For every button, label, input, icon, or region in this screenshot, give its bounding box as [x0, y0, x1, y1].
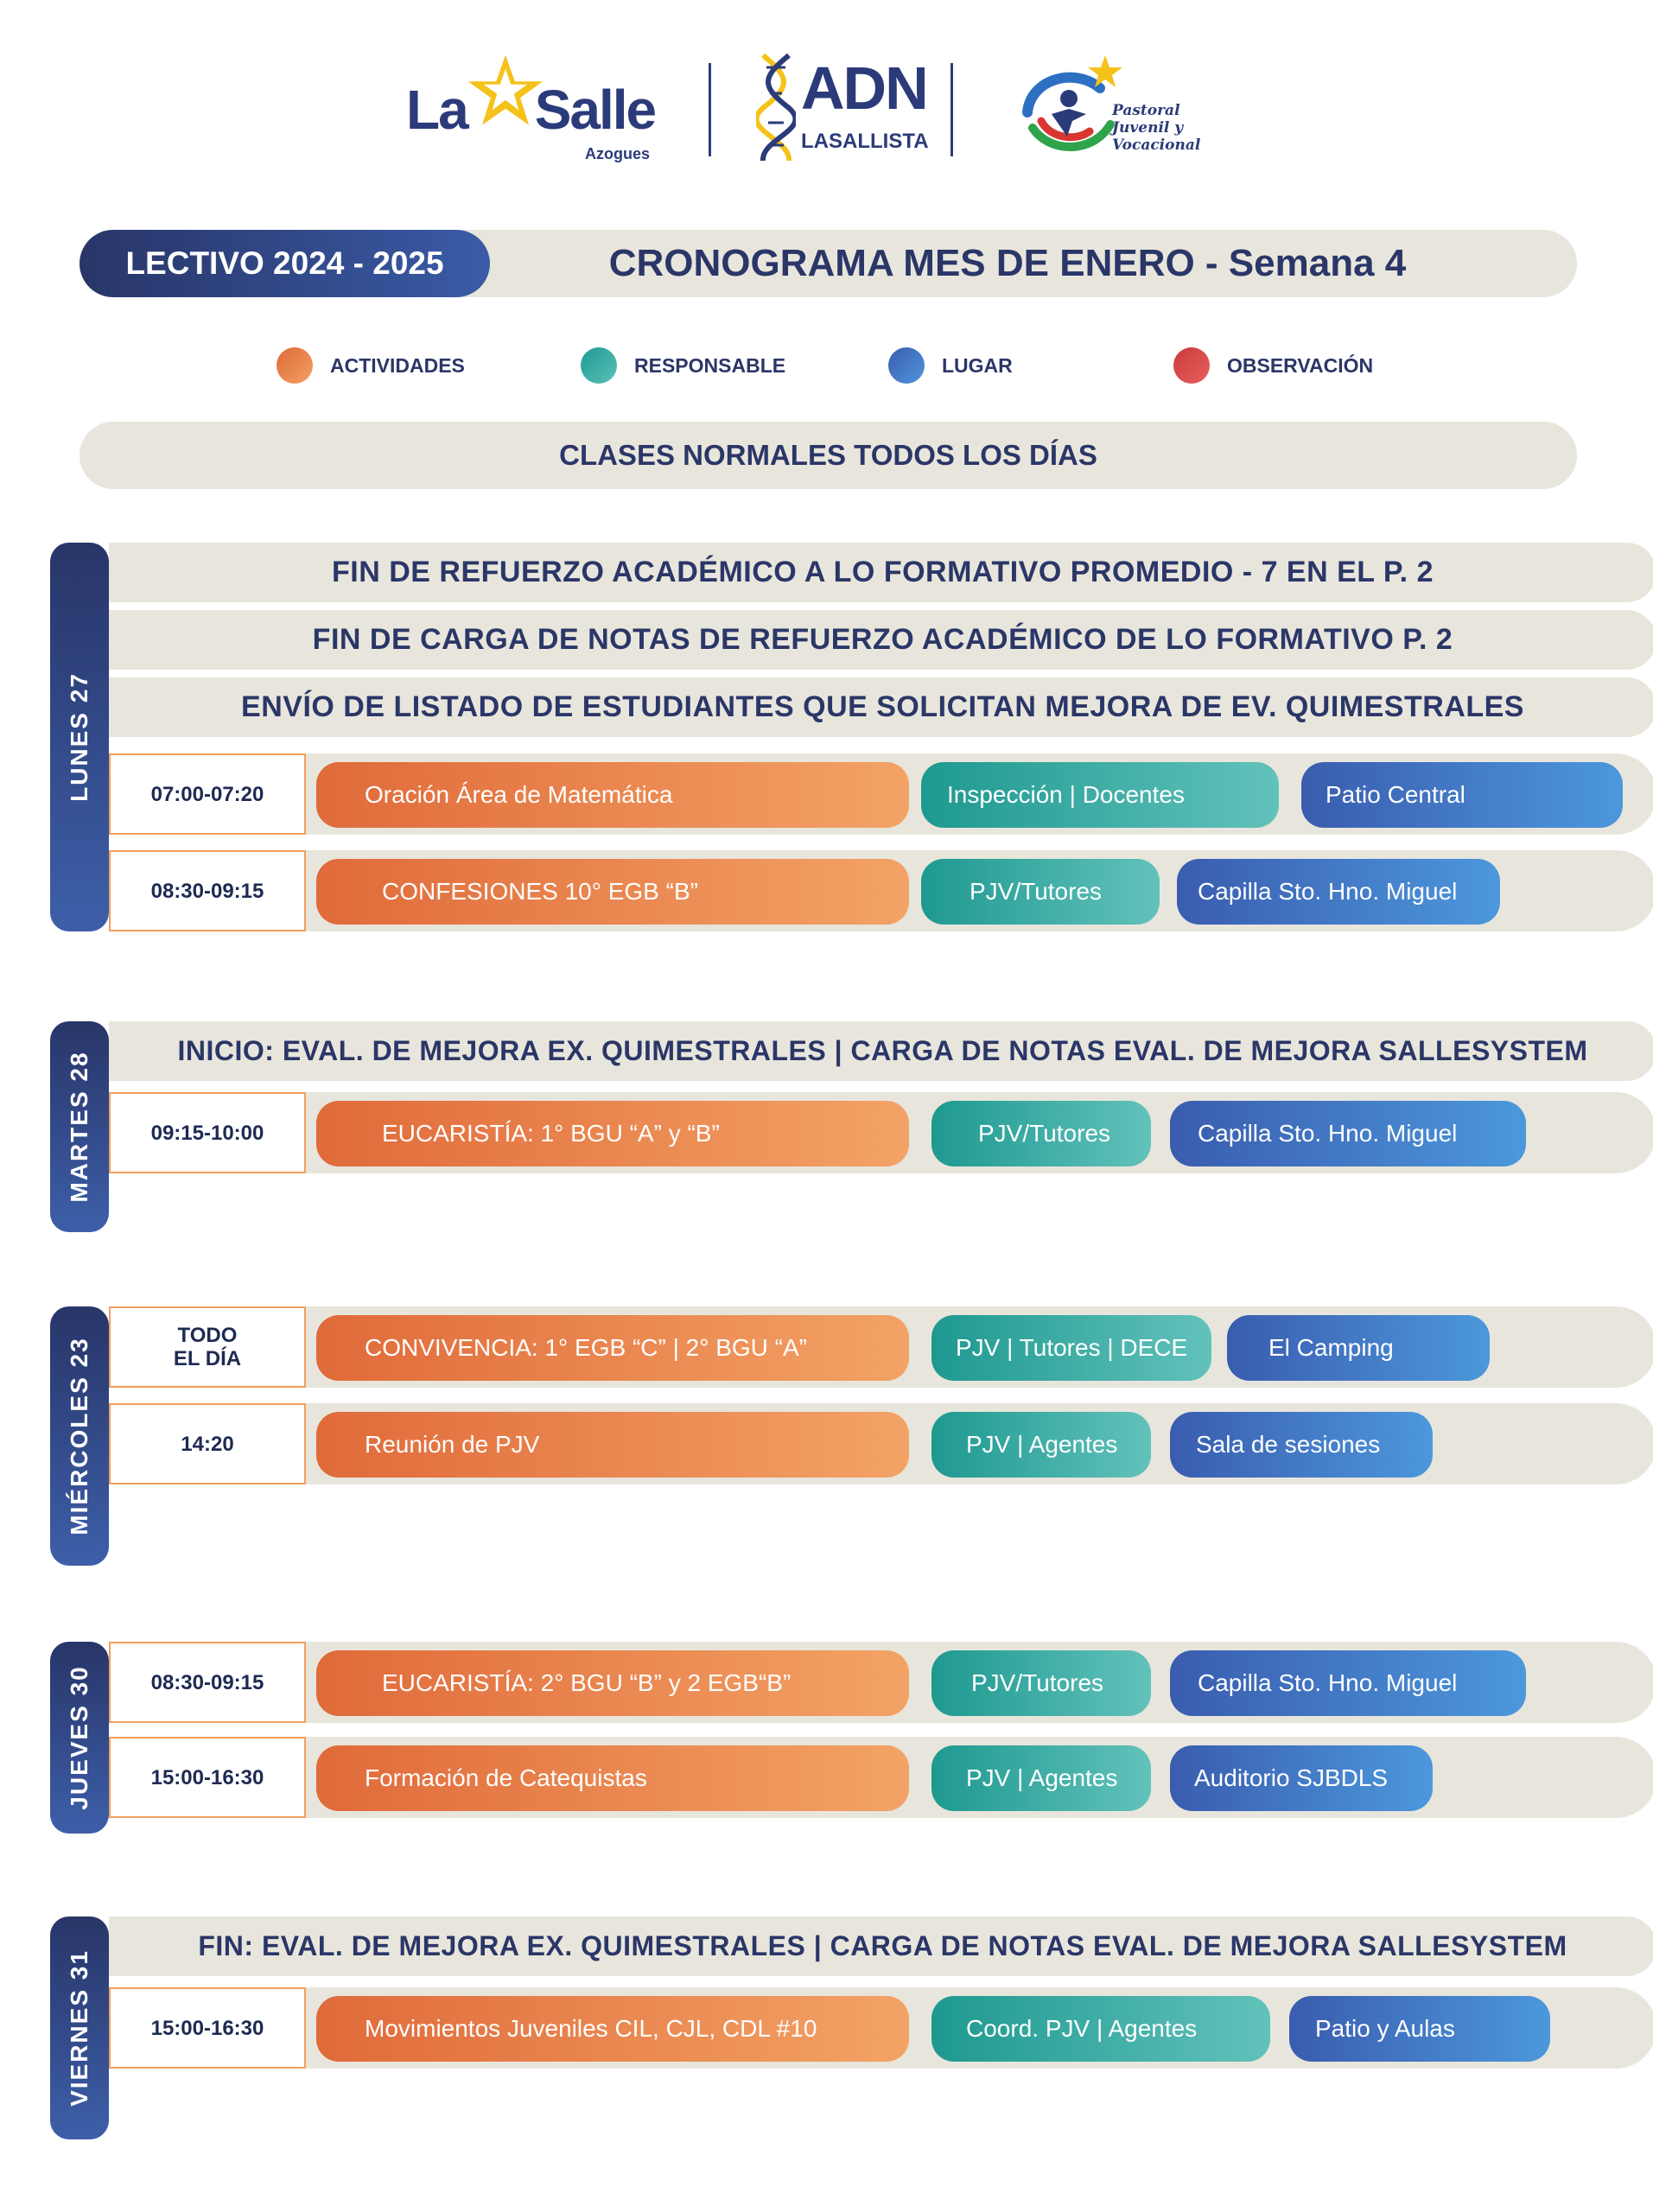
- activity-pill: Oración Área de Matemática: [316, 762, 909, 828]
- pastoral-wordmark: Pastoral Juvenil y Vocacional: [1112, 102, 1201, 154]
- time-cell: 15:00-16:30: [109, 1737, 306, 1818]
- place-pill: Auditorio SJBDLS: [1170, 1745, 1433, 1811]
- time-cell: TODO EL DÍA: [109, 1306, 306, 1388]
- observation-banner: ENVÍO DE LISTADO DE ESTUDIANTES QUE SOLICITAN MEJORA DE EV. QUIMESTRALES: [109, 677, 1653, 737]
- day-label: JUEVES 30: [50, 1642, 109, 1834]
- time-cell: 14:20: [109, 1403, 306, 1484]
- place-pill: Patio y Aulas: [1289, 1996, 1550, 2062]
- activity-pill: Formación de Catequistas: [316, 1745, 909, 1811]
- day-label: MIÉRCOLES 23: [50, 1306, 109, 1566]
- star-icon: [467, 52, 544, 130]
- adn-wordmark: ADN: [801, 54, 927, 122]
- lasalle-logo: [406, 52, 657, 164]
- responsible-pill: PJV/Tutores: [931, 1650, 1151, 1716]
- logo-divider: [709, 63, 711, 156]
- activity-pill: Movimientos Juveniles CIL, CJL, CDL #10: [316, 1996, 909, 2062]
- legend-item-observacion: OBSERVACIÓN: [1173, 347, 1373, 384]
- responsible-pill: PJV | Agentes: [931, 1412, 1151, 1478]
- title-bar: [79, 230, 1577, 297]
- header-logos: [0, 48, 1653, 168]
- blue-dot-icon: [888, 347, 925, 384]
- pastoral-emblem-icon: [1015, 52, 1128, 164]
- schedule-row: [109, 1737, 1653, 1818]
- activity-pill: CONVIVENCIA: 1° EGB “C” | 2° BGU “A”: [316, 1315, 909, 1381]
- schedule-row: [109, 1092, 1653, 1173]
- time-cell: 09:15-10:00: [109, 1092, 306, 1173]
- logo-divider: [950, 63, 953, 156]
- responsible-pill: PJV | Tutores | DECE: [931, 1315, 1211, 1381]
- normal-classes-banner: CLASES NORMALES TODOS LOS DÍAS: [79, 422, 1577, 489]
- responsible-pill: PJV | Agentes: [931, 1745, 1151, 1811]
- lasalle-wordmark: La Salle: [406, 79, 656, 141]
- adn-lasallista-logo: [756, 52, 929, 164]
- observation-banner: INICIO: EVAL. DE MEJORA EX. QUIMESTRALES | CARGA DE NOTAS EVAL. DE MEJORA SALLESYSTEM: [109, 1021, 1653, 1081]
- responsible-pill: Coord. PJV | Agentes: [931, 1996, 1270, 2062]
- legend-item-responsable: RESPONSABLE: [581, 347, 785, 384]
- activity-pill: CONFESIONES 10° EGB “B”: [316, 859, 909, 925]
- responsible-pill: PJV/Tutores: [931, 1101, 1151, 1166]
- schedule-row: [109, 753, 1653, 835]
- place-pill: Patio Central: [1301, 762, 1623, 828]
- legend-item-lugar: LUGAR: [888, 347, 1013, 384]
- activity-pill: EUCARISTÍA: 1° BGU “A” y “B”: [316, 1101, 909, 1166]
- schedule-row: [109, 1306, 1653, 1388]
- observation-banner: FIN DE CARGA DE NOTAS DE REFUERZO ACADÉMICO DE LO FORMATIVO P. 2: [109, 610, 1653, 670]
- place-pill: Capilla Sto. Hno. Miguel: [1170, 1101, 1526, 1166]
- day-label: LUNES 27: [50, 543, 109, 931]
- teal-dot-icon: [581, 347, 617, 384]
- time-cell: 15:00-16:30: [109, 1987, 306, 2069]
- school-year-badge: LECTIVO 2024 - 2025: [79, 230, 490, 297]
- responsible-pill: Inspección | Docentes: [921, 762, 1279, 828]
- dna-helix-icon: [756, 52, 796, 164]
- time-cell: 08:30-09:15: [109, 850, 306, 931]
- observation-banner: FIN DE REFUERZO ACADÉMICO A LO FORMATIVO PROMEDIO - 7 EN EL P. 2: [109, 543, 1653, 602]
- schedule-row: [109, 1987, 1653, 2069]
- pastoral-logo: [1015, 52, 1257, 164]
- schedule-row: [109, 1642, 1653, 1723]
- time-cell: 07:00-07:20: [109, 753, 306, 835]
- place-pill: El Camping: [1227, 1315, 1490, 1381]
- page-title: CRONOGRAMA MES DE ENERO - Semana 4: [608, 242, 1407, 284]
- orange-dot-icon: [277, 347, 313, 384]
- legend-item-actividades: ACTIVIDADES: [277, 347, 465, 384]
- legend: [0, 347, 1653, 384]
- place-pill: Sala de sesiones: [1170, 1412, 1433, 1478]
- schedule-row: [109, 1403, 1653, 1484]
- place-pill: Capilla Sto. Hno. Miguel: [1177, 859, 1500, 925]
- lasallista-wordmark: LASALLISTA: [801, 130, 929, 153]
- schedule-row: [109, 850, 1653, 931]
- responsible-pill: PJV/Tutores: [921, 859, 1160, 925]
- observation-banner: FIN: EVAL. DE MEJORA EX. QUIMESTRALES | CARGA DE NOTAS EVAL. DE MEJORA SALLESYSTEM: [109, 1916, 1653, 1976]
- time-cell: 08:30-09:15: [109, 1642, 306, 1723]
- day-label: MARTES 28: [50, 1021, 109, 1232]
- red-dot-icon: [1173, 347, 1210, 384]
- day-label: VIERNES 31: [50, 1916, 109, 2139]
- place-pill: Capilla Sto. Hno. Miguel: [1170, 1650, 1526, 1716]
- activity-pill: EUCARISTÍA: 2° BGU “B” y 2 EGB“B”: [316, 1650, 909, 1716]
- lasalle-location: Azogues: [584, 145, 650, 162]
- activity-pill: Reunión de PJV: [316, 1412, 909, 1478]
